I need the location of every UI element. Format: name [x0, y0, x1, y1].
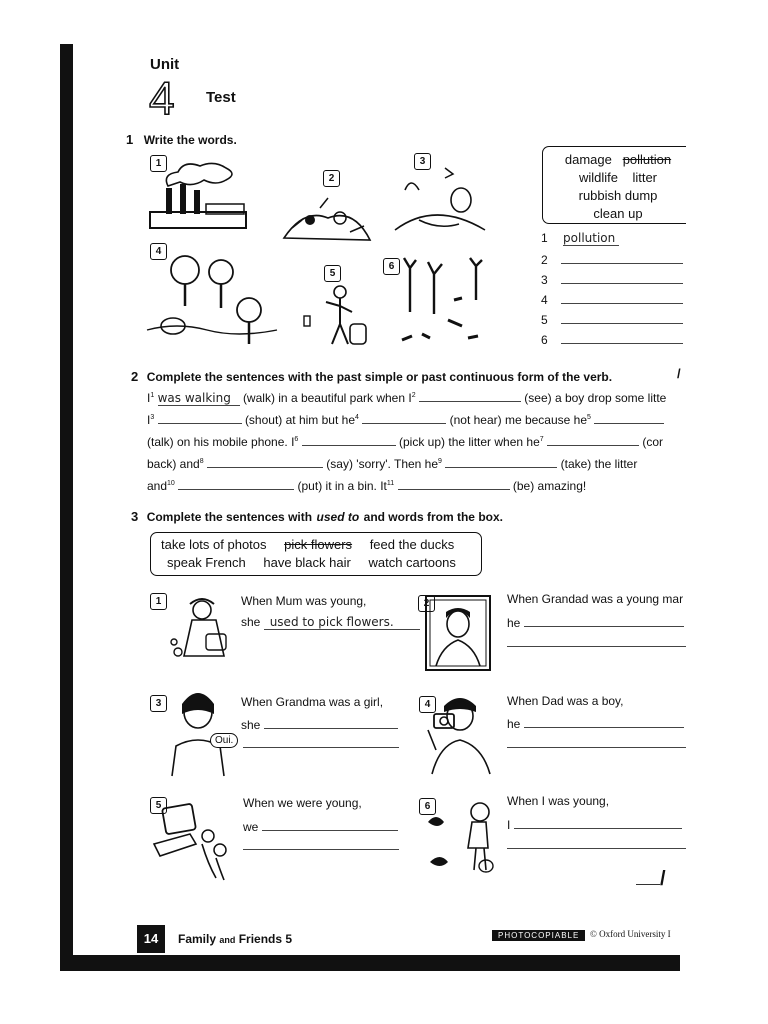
gap-number: 1	[150, 392, 155, 399]
answer-number: 2	[541, 253, 548, 267]
gap-8[interactable]	[207, 455, 323, 468]
subject: she	[241, 718, 261, 732]
gap-4[interactable]	[362, 411, 446, 424]
ex3-item-1-line1: When Mum was young,	[241, 594, 367, 608]
ex1-word-box	[542, 146, 693, 224]
word-wildlife: wildlife	[578, 170, 618, 185]
gap-number: 11	[386, 480, 395, 487]
ex3-item-2-number: 2	[418, 595, 435, 612]
ex2-score: /	[677, 366, 681, 381]
unit-label: Unit	[150, 56, 180, 73]
subject: he	[507, 616, 521, 630]
trees-litter-illustration	[145, 250, 280, 350]
ex3-title-a: Complete the sentences with	[146, 510, 313, 524]
answer-number: 6	[541, 333, 548, 347]
ex3-item-5-line1: When we were young,	[243, 796, 362, 810]
ex3-item-2-line3[interactable]	[507, 646, 687, 647]
ex3-item-1-answer[interactable]: used to pick flowers.	[264, 615, 420, 630]
damage-illustration	[398, 254, 494, 346]
ex1-answer-6	[541, 331, 683, 347]
ex3-heading	[131, 508, 503, 526]
ex1-title: Write the words.	[143, 133, 237, 147]
gap-answer-1[interactable]: was walking	[158, 391, 240, 406]
gap-number: 5	[587, 414, 591, 421]
ex3-item-6-line3[interactable]	[507, 848, 687, 849]
text: (cor	[642, 435, 664, 449]
ex3-item-3-answer[interactable]	[264, 716, 398, 729]
answer-text[interactable]	[561, 251, 683, 264]
text: I	[147, 391, 151, 405]
answer-text[interactable]	[561, 331, 683, 344]
gap-10[interactable]	[178, 477, 294, 490]
ex3-item-3-number: 3	[150, 695, 167, 712]
ex3-title-b: and words from the box.	[363, 510, 503, 524]
ex3-item-2-line1: When Grandad was a young mar	[507, 592, 684, 606]
pic-label-2: 2	[323, 170, 340, 187]
grandad-portrait-illustration	[424, 594, 494, 674]
speech-bubble: Oui.	[210, 733, 238, 748]
phrase-feed-ducks: feed the ducks	[369, 537, 455, 552]
word-clean-up: clean up	[593, 206, 643, 221]
ex1-answer-2	[541, 251, 683, 267]
text: (see) a boy drop some litte	[524, 391, 667, 405]
ex3-item-5-number: 5	[150, 797, 167, 814]
gap-3[interactable]	[158, 411, 242, 424]
ex3-item-5-line2	[243, 818, 398, 834]
ex1-answer-1	[541, 231, 619, 246]
unit-number-graphic	[147, 74, 183, 118]
text: (talk) on his mobile phone. I	[147, 435, 295, 449]
text: and	[147, 479, 168, 493]
ex2-sentence-4	[147, 455, 637, 471]
text: back) and	[147, 457, 200, 471]
ex2-heading	[131, 368, 612, 386]
gap-2[interactable]	[419, 389, 521, 402]
answer-number: 3	[541, 273, 548, 287]
word-litter: litter	[632, 170, 658, 185]
rubbish-dump-illustration	[280, 188, 375, 250]
ex3-title-emphasis: used to	[316, 510, 360, 524]
gap-number: 7	[539, 436, 544, 443]
gap-number: 9	[438, 458, 442, 465]
ex3-item-4-line3[interactable]	[507, 747, 687, 748]
ex3-item-6-answer[interactable]	[514, 816, 682, 829]
text: (not hear) me because he	[449, 413, 588, 427]
answer-text[interactable]	[561, 311, 683, 324]
answer-text[interactable]	[561, 291, 683, 304]
answer-number: 4	[541, 293, 548, 307]
subject: she	[241, 615, 261, 629]
word-rubbish-dump: rubbish dump	[578, 188, 658, 203]
pic-label-1: 1	[150, 155, 167, 172]
binding-shadow	[60, 44, 73, 968]
pic-label-6: 6	[383, 258, 400, 275]
ex2-title: Complete the sentences with the past simple or past continuous form of the verb.	[146, 370, 613, 384]
ex3-number: 3	[131, 509, 139, 524]
phrase-take-photos: take lots of photos	[161, 537, 267, 552]
score-blank[interactable]	[636, 884, 660, 885]
ex3-item-6-number: 6	[419, 798, 436, 815]
ex2-sentence-2	[147, 411, 664, 427]
phrase-speak-french: speak French	[167, 555, 246, 570]
book-title-part: Friends 5	[238, 932, 293, 946]
pic-label-3: 3	[414, 153, 431, 170]
ex2-number: 2	[131, 369, 139, 384]
ex3-item-3-line2	[241, 716, 398, 732]
factory-pollution-illustration	[146, 160, 254, 232]
text: (take) the litter	[560, 457, 638, 471]
bottom-shadow	[60, 955, 680, 971]
copyright: © Oxford University I	[590, 929, 671, 939]
ex3-item-2-line2	[507, 614, 684, 630]
ex2-sentence-5	[147, 477, 586, 493]
gap-11[interactable]	[398, 477, 510, 490]
ex3-item-6-line2	[507, 816, 682, 832]
score-slash: /	[660, 868, 666, 890]
book-title	[178, 932, 292, 946]
ex3-item-4-line2	[507, 715, 684, 731]
text: (pick up) the litter when he	[399, 435, 540, 449]
text: (walk) in a beautiful park when I	[242, 391, 412, 405]
gap-number: 2	[411, 392, 416, 399]
word-pollution: pollution	[622, 152, 672, 167]
ex3-item-4-number: 4	[419, 696, 436, 713]
children-tv-illustration	[150, 800, 232, 882]
gap-number: 6	[294, 436, 299, 443]
gap-6[interactable]	[302, 433, 396, 446]
text: (put) it in a bin. It	[297, 479, 387, 493]
gap-number: 10	[167, 480, 175, 487]
photocopiable-badge: PHOTOCOPIABLE	[492, 930, 585, 941]
phrase-watch-cartoons: watch cartoons	[368, 555, 456, 570]
ex3-item-3-line3[interactable]	[243, 747, 399, 748]
ex3-item-1-number: 1	[150, 593, 167, 610]
book-title-part: Family	[178, 932, 217, 946]
woman-flowers-illustration	[166, 594, 236, 668]
ex3-item-3-line1: When Grandma was a girl,	[241, 695, 384, 709]
gap-9[interactable]	[445, 455, 557, 468]
ex3-item-2-answer[interactable]	[524, 614, 684, 627]
page-edge	[686, 44, 768, 1024]
ex1-answer-5	[541, 311, 683, 327]
test-label: Test	[206, 89, 236, 106]
ex3-item-4-line1: When Dad was a boy,	[507, 694, 624, 708]
ex3-item-5-answer[interactable]	[262, 818, 398, 831]
text: (be) amazing!	[512, 479, 587, 493]
answer-number: 1	[541, 231, 548, 245]
answer-text[interactable]: pollution	[563, 231, 619, 246]
gap-number: 8	[199, 458, 204, 465]
answer-number: 5	[541, 313, 548, 327]
ex2-sentence-3	[147, 433, 663, 449]
gap-5[interactable]	[594, 411, 664, 424]
ex2-sentence-1	[147, 389, 666, 406]
clean-up-illustration	[300, 282, 372, 350]
gap-number: 4	[355, 414, 359, 421]
ex1-answer-3	[541, 271, 683, 287]
total-score	[636, 868, 666, 891]
phrase-pick-flowers: pick flowers	[284, 537, 353, 552]
word-damage: damage	[564, 152, 612, 167]
book-title-and: and	[219, 935, 236, 945]
ex1-number: 1	[126, 132, 134, 147]
phrase-black-hair: have black hair	[263, 555, 351, 570]
ex3-item-6-line1: When I was young,	[507, 794, 610, 808]
ex3-word-box	[150, 532, 482, 576]
ex3-item-1-line2	[241, 615, 420, 630]
text: (say) 'sorry'. Then he	[326, 457, 439, 471]
subject: I	[507, 818, 511, 832]
answer-text[interactable]	[561, 271, 683, 284]
ex3-item-5-line3[interactable]	[243, 849, 399, 850]
pic-label-4: 4	[150, 243, 167, 260]
page-number: 14	[137, 925, 165, 953]
ex1-heading	[126, 131, 237, 149]
child-feeding-ducks-illustration	[424, 800, 500, 878]
text: (shout) at him but he	[244, 413, 355, 427]
subject: we	[243, 820, 259, 834]
gap-number: 3	[150, 414, 155, 421]
boy-camera-illustration	[420, 690, 496, 776]
gap-7[interactable]	[547, 433, 639, 446]
ex3-item-4-answer[interactable]	[524, 715, 684, 728]
unit-number: 4	[149, 74, 175, 118]
wildlife-illustration	[385, 160, 495, 248]
ex1-answer-4	[541, 291, 683, 307]
grandma-girl-illustration	[168, 684, 228, 778]
pic-label-5: 5	[324, 265, 341, 282]
text: I	[147, 413, 151, 427]
subject: he	[507, 717, 521, 731]
